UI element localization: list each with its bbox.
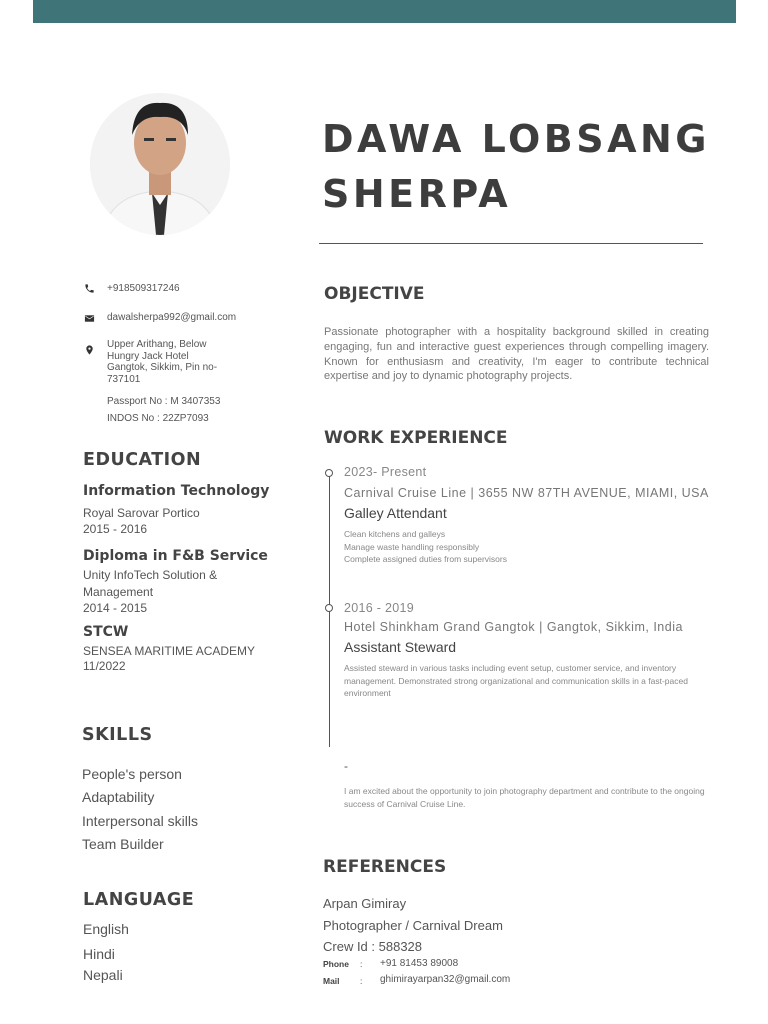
passport-number: Passport No : M 3407353 <box>107 396 221 407</box>
job-detail-item: Manage waste handling responsibly <box>344 541 480 552</box>
education-title: Diploma in F&B Service <box>83 548 268 564</box>
education-heading: EDUCATION <box>83 450 202 470</box>
timeline-dot <box>325 604 333 612</box>
reference-crew-id: Crew Id : 588328 <box>323 939 423 954</box>
education-line: Management <box>83 585 154 599</box>
reference-phone-separator: : <box>360 959 363 969</box>
skill-item: Team Builder <box>82 836 164 852</box>
language-item: Nepali <box>83 967 123 983</box>
address-line: Gangtok, Sikkim, Pin no- <box>107 362 218 373</box>
reference-phone-label: Phone <box>323 959 349 969</box>
reference-name: Arpan Gimiray <box>323 896 407 911</box>
education-title: Information Technology <box>83 483 270 499</box>
reference-mail-separator: : <box>360 976 363 986</box>
skill-item: Interpersonal skills <box>82 813 198 829</box>
mail-icon <box>84 313 96 325</box>
profile-photo-image <box>90 93 230 235</box>
name-divider <box>319 243 703 244</box>
contact-email: dawalsherpa992@gmail.com <box>107 312 237 323</box>
indos-number: INDOS No : 22ZP7093 <box>107 413 209 424</box>
education-line: 11/2022 <box>83 659 126 673</box>
objective-heading: OBJECTIVE <box>324 284 425 304</box>
location-pin-icon <box>84 344 96 356</box>
education-line: Royal Sarovar Portico <box>83 506 200 520</box>
reference-position: Photographer / Carnival Dream <box>323 918 503 933</box>
reference-mail: ghimirayarpan32@gmail.com <box>380 974 511 985</box>
job-company: Hotel Shinkham Grand Gangtok | Gangtok, Sikkim, India <box>344 620 683 634</box>
job-role: Assistant Steward <box>344 639 457 655</box>
language-heading: LANGUAGE <box>83 890 195 910</box>
closing-statement: I am excited about the opportunity to join photography department and contribute to the ongoing success of Carnival Cruise Line. <box>344 786 705 809</box>
phone-icon <box>84 283 96 295</box>
address-line: Upper Arithang, Below <box>107 339 207 350</box>
education-line: 2014 - 2015 <box>83 601 148 615</box>
reference-phone: +91 81453 89008 <box>380 958 459 969</box>
work-experience-heading: WORK EXPERIENCE <box>324 428 508 448</box>
education-line: Unity InfoTech Solution & <box>83 568 218 582</box>
job-detail-item: Assisted steward in various tasks including event setup, customer service, and inventory management. Demonstrated strong organizational and communication skills in a fast-paced environment <box>344 663 688 699</box>
education-title: STCW <box>83 624 129 640</box>
references-heading: REFERENCES <box>323 857 447 877</box>
skill-item: Adaptability <box>82 789 155 805</box>
header-accent-bar <box>33 0 736 23</box>
reference-mail-label: Mail <box>323 976 340 986</box>
job-detail-item: Complete assigned duties from supervisors <box>344 554 507 565</box>
education-line: SENSEA MARITIME ACADEMY <box>83 644 256 658</box>
timeline-dot <box>325 469 333 477</box>
job-date: 2023- Present <box>344 465 427 479</box>
skill-item: People's person <box>82 766 182 782</box>
objective-text: Passionate photographer with a hospitality background skilled in creating engaging, fun and interactive guest experiences through compelling imagery. Known for enthusiasm and creativity, I'm eager to contribute technical expertise and joy to dynamic photography projects. <box>324 326 709 383</box>
address-line: 737101 <box>107 373 141 385</box>
job-detail-item: Clean kitchens and galleys <box>344 529 446 539</box>
job-date: 2016 - 2019 <box>344 601 415 615</box>
language-item: Hindi <box>83 946 115 962</box>
address-line: Hungry Jack Hotel <box>107 350 189 362</box>
contact-phone: +918509317246 <box>107 283 180 294</box>
separator-dash: - <box>344 759 348 773</box>
name-line-2: SHERPA <box>322 172 512 216</box>
education-line: 2015 - 2016 <box>83 522 148 536</box>
job-role: Galley Attendant <box>344 505 447 521</box>
language-item: English <box>83 921 129 937</box>
job-details <box>344 528 710 566</box>
skills-heading: SKILLS <box>82 725 153 745</box>
candidate-name <box>322 112 742 222</box>
profile-photo <box>90 93 230 235</box>
name-line-1: DAWA LOBSANG <box>322 117 710 161</box>
job-company: Carnival Cruise Line | 3655 NW 87TH AVENUE, MIAMI, USA <box>344 486 709 500</box>
contact-address <box>107 339 217 385</box>
